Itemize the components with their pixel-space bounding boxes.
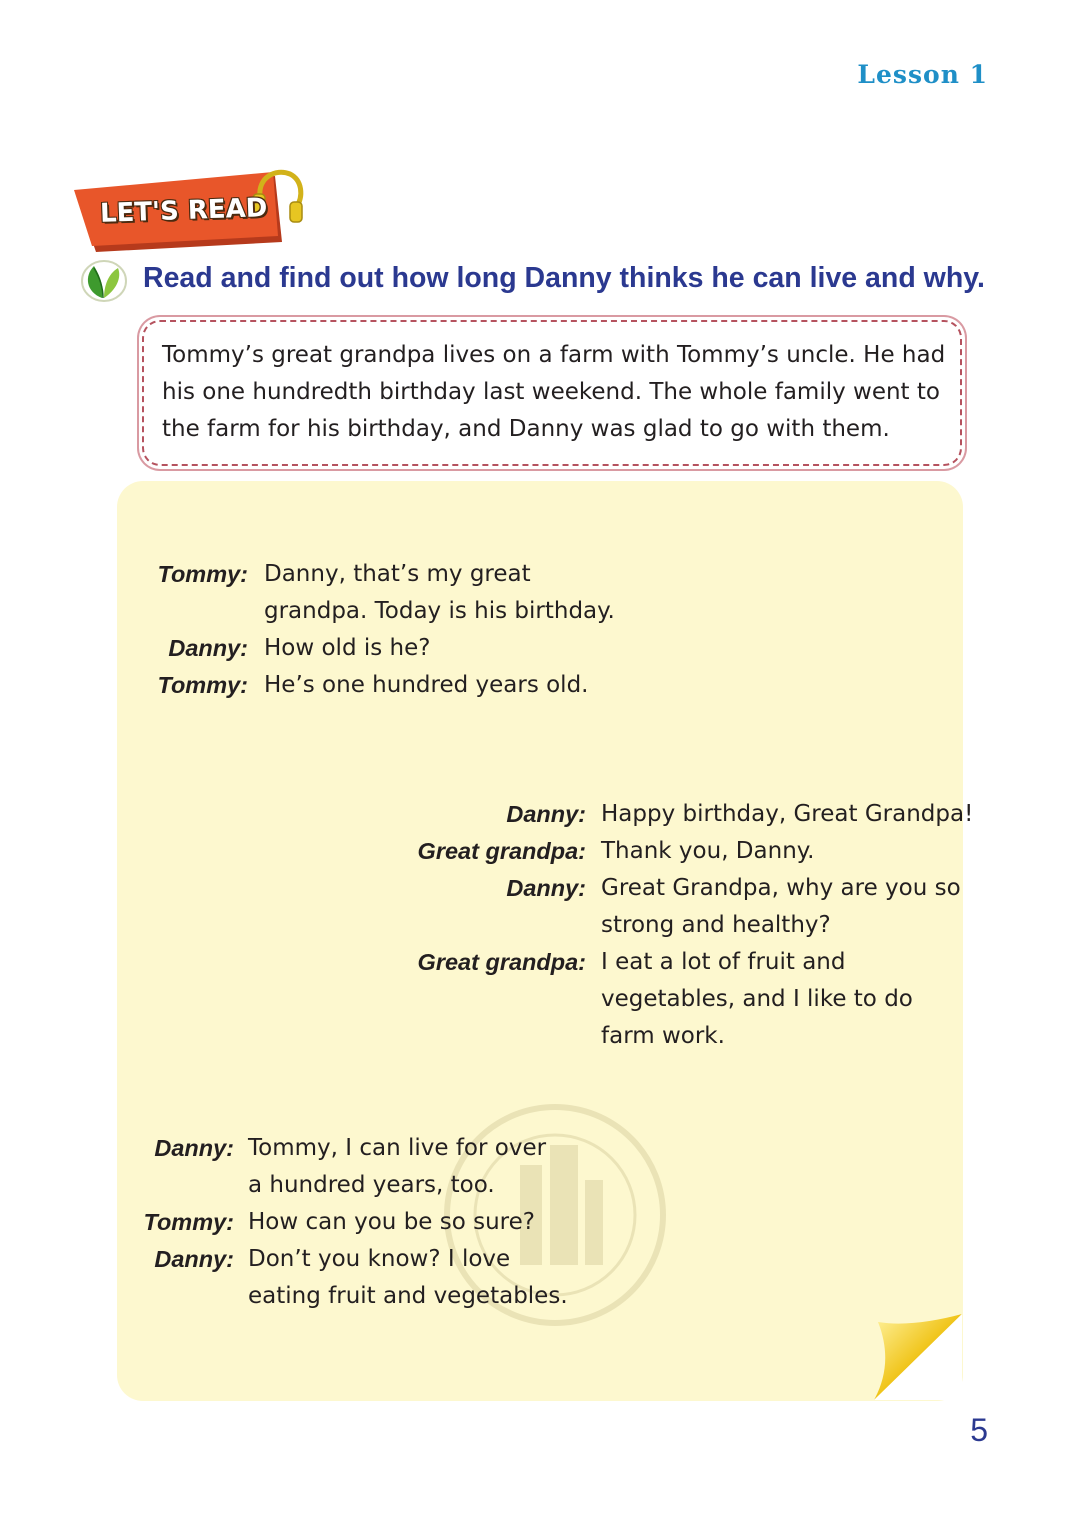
line-text: I eat a lot of fruit and [601, 949, 846, 975]
line-text: Don’t you know? I love [248, 1246, 511, 1272]
speaker-name: Danny: [154, 1135, 234, 1161]
speaker-name: Danny: [154, 1246, 234, 1272]
dialogue-line [130, 1130, 610, 1167]
line-text: Tommy, I can live for over [248, 1135, 547, 1161]
line-text: farm work. [601, 1023, 725, 1049]
speaker-name: Tommy: [157, 672, 248, 698]
dialogue-line [396, 981, 956, 1018]
dialogue-line [396, 1018, 956, 1055]
speaker-name: Tommy: [157, 561, 248, 587]
page-curl-icon [872, 1312, 964, 1402]
line-text: Great Grandpa, why are you so [601, 875, 961, 901]
dialogue-line [140, 593, 640, 630]
scene-3-dialogue [130, 1130, 610, 1315]
intro-text: Tommy’s great grandpa lives on a farm with Tommy’s uncle. He had his one hundredth birthday last weekend. The whole family went to the farm for his birthday, and Danny was glad to go with them. [162, 342, 946, 442]
line-text: Thank you, Danny. [601, 838, 815, 864]
dialogue-line [130, 1167, 610, 1204]
speaker-name: Great grandpa: [417, 949, 586, 975]
speaker-name: Tommy: [143, 1209, 234, 1235]
line-text: How can you be so sure? [248, 1209, 535, 1235]
reading-instruction: Read and find out how long Danny thinks he can live and why. [143, 262, 985, 294]
line-text: Danny, that’s my great [264, 561, 531, 587]
dialogue-line [396, 907, 956, 944]
dialogue-line [140, 667, 640, 704]
speaker-name: Danny: [168, 635, 248, 661]
lets-read-badge [70, 168, 310, 258]
speaker-name: Danny: [506, 801, 586, 827]
badge-label: LET'S READ [99, 193, 268, 229]
leaf-icon [78, 254, 130, 304]
scene-1-dialogue [140, 556, 640, 704]
page-number: 5 [970, 1412, 988, 1448]
line-text: grandpa. Today is his birthday. [264, 598, 615, 624]
line-text: vegetables, and I like to do [601, 986, 913, 1012]
speaker-name: Danny: [506, 875, 586, 901]
dialogue-line [130, 1241, 610, 1278]
dialogue-line [130, 1204, 610, 1241]
line-text: strong and healthy? [601, 912, 831, 938]
dialogue-line [130, 1278, 610, 1315]
dialogue-line [396, 870, 961, 907]
line-text: eating fruit and vegetables. [248, 1283, 568, 1309]
line-text: a hundred years, too. [248, 1172, 495, 1198]
speaker-name: Great grandpa: [417, 838, 586, 864]
line-text: He’s one hundred years old. [264, 672, 589, 698]
dialogue-line [396, 833, 956, 870]
line-text: How old is he? [264, 635, 431, 661]
dialogue-line [140, 630, 640, 667]
scene-2-dialogue [396, 796, 974, 1055]
dialogue-line [396, 944, 956, 981]
line-text: Happy birthday, Great Grandpa! [601, 801, 974, 827]
lesson-label: Lesson 1 [857, 60, 988, 89]
dialogue-line [396, 796, 974, 833]
dialogue-line [140, 556, 640, 593]
